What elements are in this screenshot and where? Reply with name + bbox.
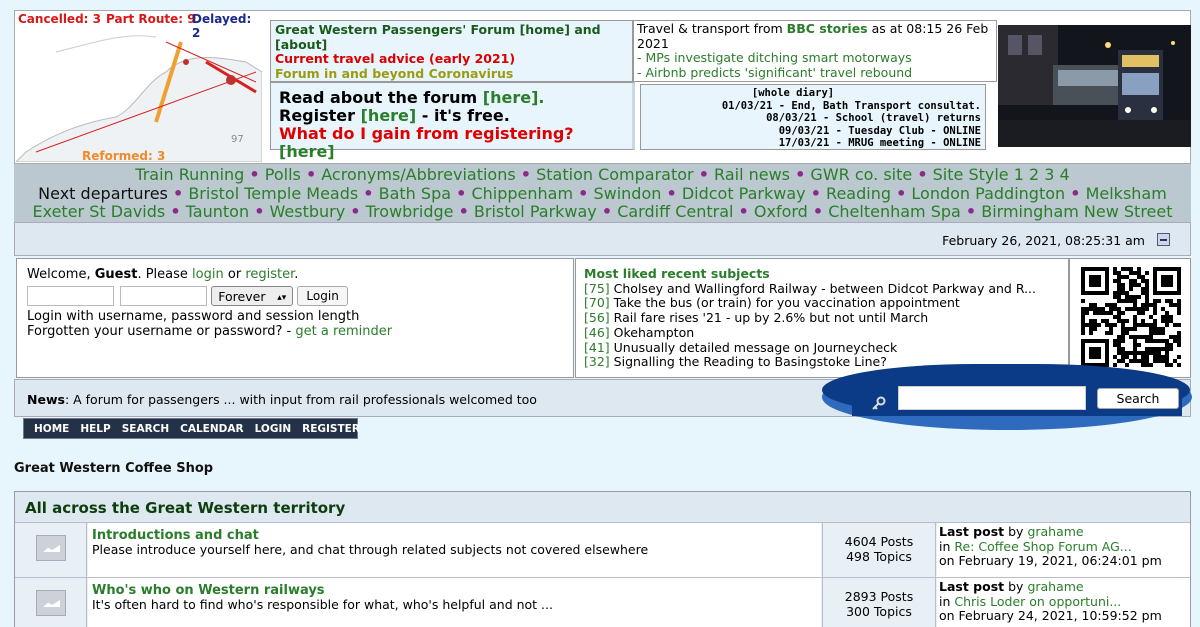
last-post-user[interactable]: grahame: [1027, 524, 1084, 539]
next-departures-label: Next departures: [38, 183, 168, 203]
news-text: : A forum for passengers ... with input from rail professionals welcomed too: [64, 392, 537, 407]
session-length-select[interactable]: [211, 286, 293, 306]
board-name[interactable]: Introductions and chat: [92, 528, 259, 543]
nav-link-acronyms[interactable]: Acronyms/Abbreviations: [321, 165, 516, 184]
diary-entry[interactable]: 08/03/21 - School (travel) returns: [766, 112, 981, 124]
departures-link[interactable]: Exeter St Davids: [32, 202, 166, 221]
most-liked-panel: [575, 258, 1069, 378]
departures-link[interactable]: Reading: [826, 183, 891, 203]
nav-row-1: Train Running • Polls • Acronyms/Abbreviations • Station Comparator • Rail news • GWR co. site • Site Style 1 2 3 4: [135, 165, 1070, 184]
nav-link-rail-news[interactable]: Rail news: [714, 165, 790, 184]
menu-home[interactable]: HOME: [34, 422, 70, 435]
last-post-date: on February 19, 2021, 06:24:01 pm: [939, 553, 1162, 568]
date-bar: [14, 222, 1191, 256]
board-description: Please introduce yourself here, and chat through related subjects not covered elsewhere: [92, 542, 649, 557]
departures-link[interactable]: Chippenham: [471, 183, 574, 203]
liked-item[interactable]: [32] Signalling the Reading to Basingstoke Line?: [584, 354, 887, 370]
period-text: .: [294, 267, 299, 282]
travel-advice-link[interactable]: Current travel advice (early 2021): [275, 51, 516, 66]
nav-link-site-style[interactable]: Site Style 1 2 3 4: [932, 165, 1070, 184]
last-post-topic[interactable]: Re: Coffee Shop Forum AG...: [954, 538, 1132, 554]
about-forum-link[interactable]: [here].: [482, 88, 545, 107]
liked-item[interactable]: [56] Rail fare rises '21 - up by 2.6% but not until March: [584, 310, 929, 326]
or-text: or: [227, 267, 242, 282]
menu-search[interactable]: SEARCH: [121, 422, 170, 435]
current-datetime: February 26, 2021, 08:25:31 am: [942, 233, 1145, 248]
board-row: [15, 522, 1190, 576]
login-panel: [16, 258, 574, 378]
board-icon: [36, 535, 66, 561]
departures-link[interactable]: Bristol Temple Meads: [188, 183, 359, 203]
bbc-prefix: Travel & transport from: [637, 21, 783, 36]
departures-link[interactable]: Oxford: [753, 202, 808, 221]
login-button[interactable]: Login: [297, 286, 347, 306]
departures-link[interactable]: Didcot Parkway: [681, 183, 806, 203]
board-description: It's often hard to find who's responsible for what, who's helpful and not ...: [92, 597, 553, 612]
username-input[interactable]: [27, 286, 114, 306]
departures-link[interactable]: London Paddington: [911, 183, 1066, 203]
coronavirus-link[interactable]: Forum in and beyond Coronavirus: [275, 65, 514, 81]
last-post-topic[interactable]: Chris Loder on opportuni...: [954, 593, 1122, 609]
delayed-count: Delayed: 2: [192, 12, 252, 40]
board-last-post: Last post by grahame in Re: Coffee Shop Forum AG... on February 19, 2021, 06:24:01 pm: [937, 523, 1190, 577]
register-text: Register: [279, 106, 356, 125]
free-text: - it's free.: [421, 106, 510, 125]
board-posts: 4604 Posts: [844, 534, 914, 549]
board-name[interactable]: Who's who on Western railways: [92, 583, 325, 598]
menu-help[interactable]: HELP: [80, 422, 111, 435]
reformed-count: Reformed: 3: [82, 149, 166, 162]
main-menu: [23, 418, 358, 439]
bbc-story-item[interactable]: - Airbnb predicts 'significant' travel rebound: [637, 64, 913, 80]
benefits-link[interactable]: [here]: [279, 142, 335, 161]
departures-link[interactable]: Trowbridge: [365, 202, 454, 221]
search-input[interactable]: [898, 386, 1086, 410]
last-post-date: on February 24, 2021, 10:59:52 pm: [939, 608, 1162, 623]
nav-row-2: Next departures • Bristol Temple Meads • Bath Spa • Chippenham • Swindon • Didcot Parkway • Reading • London Paddington • Melksham: [38, 183, 1167, 203]
collapse-icon[interactable]: [1157, 233, 1170, 246]
most-liked-header: Most liked recent subjects: [584, 266, 770, 281]
breadcrumb[interactable]: Great Western Coffee Shop: [14, 461, 214, 476]
board-posts: 2893 Posts: [844, 589, 914, 604]
category-header[interactable]: All across the Great Western territory: [15, 492, 1190, 522]
nav-link-train-running[interactable]: Train Running: [135, 165, 245, 184]
login-link[interactable]: login: [192, 267, 224, 282]
about-forum-text: Read about the forum: [279, 88, 478, 107]
departures-link[interactable]: Bristol Parkway: [473, 202, 597, 221]
qr-code-icon: [1081, 267, 1181, 367]
login-help: Login with username, password and session length: [27, 309, 360, 324]
guest-name: Guest: [94, 267, 138, 282]
departures-link[interactable]: Birmingham New Street: [981, 202, 1173, 221]
last-post-user[interactable]: grahame: [1027, 579, 1084, 594]
please-text: . Please: [137, 267, 188, 282]
register-link[interactable]: [here]: [360, 106, 417, 125]
header-photo: [998, 25, 1191, 147]
bbc-timestamp: as at 08:15 26 Feb 2021: [637, 21, 989, 51]
part-route-count: Part Route: 9: [106, 12, 196, 26]
departures-link[interactable]: Westbury: [269, 202, 346, 221]
liked-item[interactable]: [75] Cholsey and Wallingford Railway - between Didcot Parkway and R...: [584, 280, 1036, 296]
departures-link[interactable]: Taunton: [185, 202, 250, 221]
register-link[interactable]: register: [245, 267, 295, 282]
departures-link[interactable]: Bath Spa: [378, 183, 452, 203]
bbc-story-item[interactable]: - MPs investigate ditching smart motorways: [637, 50, 912, 65]
diary-entry[interactable]: 09/03/21 - Tuesday Club - ONLINE: [778, 124, 981, 137]
forum-home-link[interactable]: Great Western Passengers' Forum [home] and [about]: [275, 22, 601, 52]
nav-link-station-comparator[interactable]: Station Comparator: [536, 165, 694, 184]
nav-row-3: Exeter St Davids • Taunton • Westbury • Trowbridge • Bristol Parkway • Cardiff Central • Oxford • Cheltenham Spa • Birmingham New Street: [32, 202, 1173, 221]
diary-entry[interactable]: 01/03/21 - End, Bath Transport consultat.: [721, 99, 981, 112]
departures-link[interactable]: Melksham: [1085, 183, 1167, 203]
session-length-value: Forever: [218, 289, 266, 304]
welcome-text: Welcome,: [27, 267, 91, 282]
register-box: [270, 82, 635, 161]
bbc-news-box: [633, 20, 997, 82]
forgot-text: Forgotten your username or password? -: [27, 324, 292, 339]
train-status-map[interactable]: [16, 12, 262, 162]
board-row: [15, 577, 1190, 627]
benefits-text: What do I gain from registering?: [279, 124, 574, 143]
liked-item[interactable]: [41] Unusually detailed message on Journeycheck: [584, 339, 898, 355]
whole-diary-link[interactable]: [whole diary]: [751, 87, 835, 99]
board-topics: 300 Topics: [846, 604, 912, 619]
liked-item[interactable]: [70] Take the bus (or train) for you vaccination appointment: [584, 295, 960, 311]
nav-link-gwr-site[interactable]: GWR co. site: [810, 165, 913, 184]
password-input[interactable]: [120, 286, 207, 306]
departures-link[interactable]: Cardiff Central: [617, 202, 734, 221]
bbc-stories-link[interactable]: BBC stories: [786, 21, 868, 36]
site-nav: [14, 164, 1191, 222]
forum-info-box: [270, 20, 633, 82]
reminder-link[interactable]: get a reminder: [295, 324, 393, 339]
liked-item[interactable]: [46] Okehampton: [584, 324, 695, 340]
board-last-post: Last post by grahame in Chris Loder on opportuni... on February 24, 2021, 10:59:52 pm: [937, 578, 1190, 627]
diary-box: [640, 84, 986, 150]
board-topics: 498 Topics: [846, 549, 912, 564]
menu-register[interactable]: REGISTER: [302, 422, 360, 435]
menu-login[interactable]: LOGIN: [254, 422, 292, 435]
departures-link[interactable]: Swindon: [593, 183, 662, 203]
news-label: News: [27, 392, 65, 407]
cancelled-count: Cancelled: 3: [18, 12, 101, 26]
search-button[interactable]: Search: [1097, 388, 1179, 409]
nav-link-polls[interactable]: Polls: [264, 165, 301, 184]
select-arrows-icon: ▴▾: [277, 293, 287, 303]
departures-link[interactable]: Cheltenham Spa: [828, 202, 961, 221]
qr-code: [1069, 258, 1191, 378]
diary-entry[interactable]: 17/03/21 - MRUG meeting - ONLINE: [778, 137, 981, 149]
menu-calendar[interactable]: CALENDAR: [180, 422, 244, 435]
night-bus-photo: [998, 25, 1191, 147]
board-icon: [36, 590, 66, 616]
map-number: 97: [231, 134, 244, 145]
key-icon: [872, 396, 886, 414]
